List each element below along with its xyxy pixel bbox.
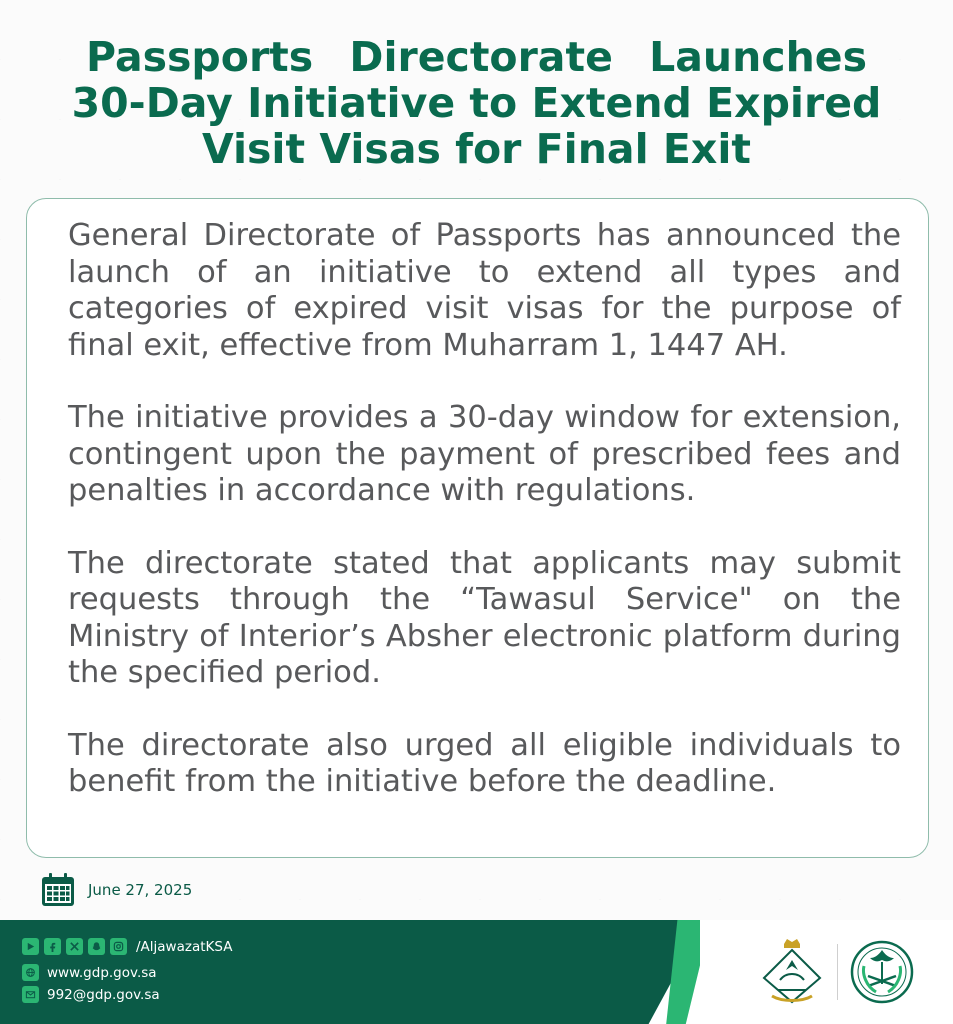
date-row bbox=[40, 872, 192, 908]
facebook-icon[interactable] bbox=[44, 938, 61, 955]
mail-icon bbox=[22, 986, 39, 1003]
website-row bbox=[22, 964, 157, 981]
paragraph: The directorate also urged all eligible individuals to benefit from the initiative before the deadline. bbox=[68, 727, 901, 799]
globe-icon bbox=[22, 964, 39, 981]
page-title bbox=[60, 34, 893, 172]
article-body bbox=[68, 218, 901, 837]
logo-divider bbox=[837, 944, 838, 1000]
instagram-icon[interactable] bbox=[110, 938, 127, 955]
social-handle[interactable]: /AljawazatKSA bbox=[136, 938, 233, 955]
calendar-icon bbox=[40, 872, 76, 908]
x-icon[interactable] bbox=[66, 938, 83, 955]
paragraph: The directorate stated that applicants may submit requests through the “Tawasul Service" on the Ministry of Interior’s Absher electronic platform during the specified period. bbox=[68, 545, 901, 690]
youtube-icon[interactable] bbox=[22, 938, 39, 955]
snapchat-icon[interactable] bbox=[88, 938, 105, 955]
title-line-1: Passports Directorate Launches bbox=[86, 33, 867, 81]
passports-logo bbox=[758, 936, 826, 1006]
footer-logo-area bbox=[700, 920, 953, 1024]
email-row bbox=[22, 986, 160, 1003]
social-links bbox=[22, 938, 232, 955]
title-line-2: 30-Day Initiative to Extend Expired bbox=[71, 79, 882, 127]
title-line-3: Visit Visas for Final Exit bbox=[201, 125, 752, 173]
website-link[interactable]: www.gdp.gov.sa bbox=[47, 964, 157, 981]
paragraph: The initiative provides a 30-day window for extension, contingent upon the payment of prescribed fees and penalties in accordance with regulations. bbox=[68, 400, 901, 508]
paragraph: General Directorate of Passports has announced the launch of an initiative to extend all types and categories of expired visit visas for the purpose of final exit, effective from Muharram 1, 1447 AH. bbox=[68, 218, 901, 363]
email-link[interactable]: 992@gdp.gov.sa bbox=[47, 986, 160, 1003]
publish-date: June 27, 2025 bbox=[88, 881, 193, 899]
ministry-emblem bbox=[850, 940, 914, 1004]
